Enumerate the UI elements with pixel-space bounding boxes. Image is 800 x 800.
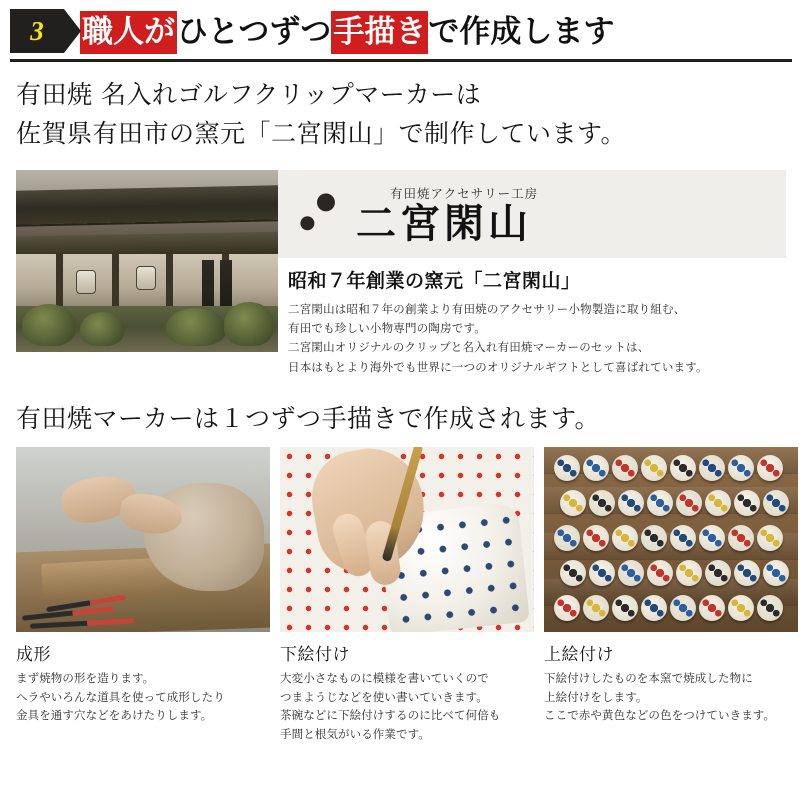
section-header (0, 0, 800, 62)
kiln-block (16, 170, 786, 378)
process-title-1: 成形 (16, 645, 51, 666)
process-photo-item-2 (280, 447, 534, 632)
process-photo-item-1 (16, 447, 270, 632)
header-title-part-4: で作成します (428, 13, 615, 50)
process-caption-3 (544, 640, 798, 744)
step-badge (10, 9, 64, 53)
process-title-2: 下絵付け (280, 645, 350, 666)
process-caption-row (0, 632, 800, 744)
header-title-part-1: 職人が (80, 11, 177, 54)
kiln-paragraph-4: 日本はもとより海外でも世界に一つのオリジナルギフトとして喜ばれています。 (288, 359, 708, 374)
process-line-2-1: 大変小さなものに模様を書いていくので (280, 671, 489, 686)
process-section-heading: 有田焼マーカーは１つずつ手描きで作成されます。 (16, 404, 601, 434)
process-line-2-2: つまようじなどを使い書いていきます。 (280, 689, 488, 704)
process-line-2-4: 手間と根気がいる作業です。 (280, 726, 430, 741)
lead-line-2: 佐賀県有田市の窯元「二宮閑山」で制作しています。 (16, 118, 627, 148)
process-line-2-3: 茶碗などに下絵付けするのに比べて何倍も (280, 708, 501, 723)
process-line-1-3: 金具を通す穴などをあけたりします。 (16, 708, 213, 723)
process-line-1-1: まず焼物の形を造ります。 (16, 671, 155, 686)
potter-illustration-icon (286, 181, 352, 247)
step-number: 3 (30, 15, 44, 46)
header-title-part-3: 手描き (331, 11, 428, 54)
kiln-info (278, 170, 786, 378)
kiln-description (278, 258, 786, 378)
lead-paragraph (0, 62, 800, 154)
process-line-1-2: ヘラやいろんな道具を使って成形したり (16, 689, 225, 704)
process-caption-1 (16, 640, 270, 744)
process-photo-forming (16, 447, 270, 632)
kiln-paragraph-3: 二宮閑山オリジナルのクリップと名入れ有田焼マーカーのセットは、 (288, 340, 650, 355)
kiln-logo-band (278, 170, 786, 258)
header-divider (10, 59, 792, 62)
process-line-3-3: ここで赤や黄色などの色をつけていきます。 (544, 708, 776, 723)
process-title-3: 上絵付け (544, 645, 614, 666)
kiln-photo (16, 170, 278, 352)
kiln-paragraph-2: 有田でも珍しい小物専門の陶房です。 (288, 320, 486, 335)
process-line-3-1: 下絵付けしたものを本窯で焼成した物に (544, 671, 753, 686)
header-title (80, 15, 614, 48)
process-photo-underglaze (280, 447, 534, 632)
kiln-logo-subtitle: 有田焼アクセサリー工房 (390, 185, 539, 201)
kiln-paragraph-1: 二宮閑山は昭和７年の創業より有田焼のアクセサリー小物製造に取り組む、 (288, 301, 686, 316)
process-line-3-2: 上絵付けをします。 (544, 689, 648, 704)
kiln-heading: 昭和７年創業の窯元「二宮閑山」 (288, 269, 581, 292)
kiln-logo-name: 二宮閑山 (356, 199, 532, 247)
lead-line-1: 有田焼 名入れゴルフクリップマーカーは (16, 80, 482, 109)
process-photo-overglaze (544, 447, 798, 632)
process-photo-row (0, 447, 800, 632)
header-title-part-2: ひとつずつ (177, 13, 332, 50)
process-caption-2 (280, 640, 534, 744)
process-photo-item-3 (544, 447, 798, 632)
